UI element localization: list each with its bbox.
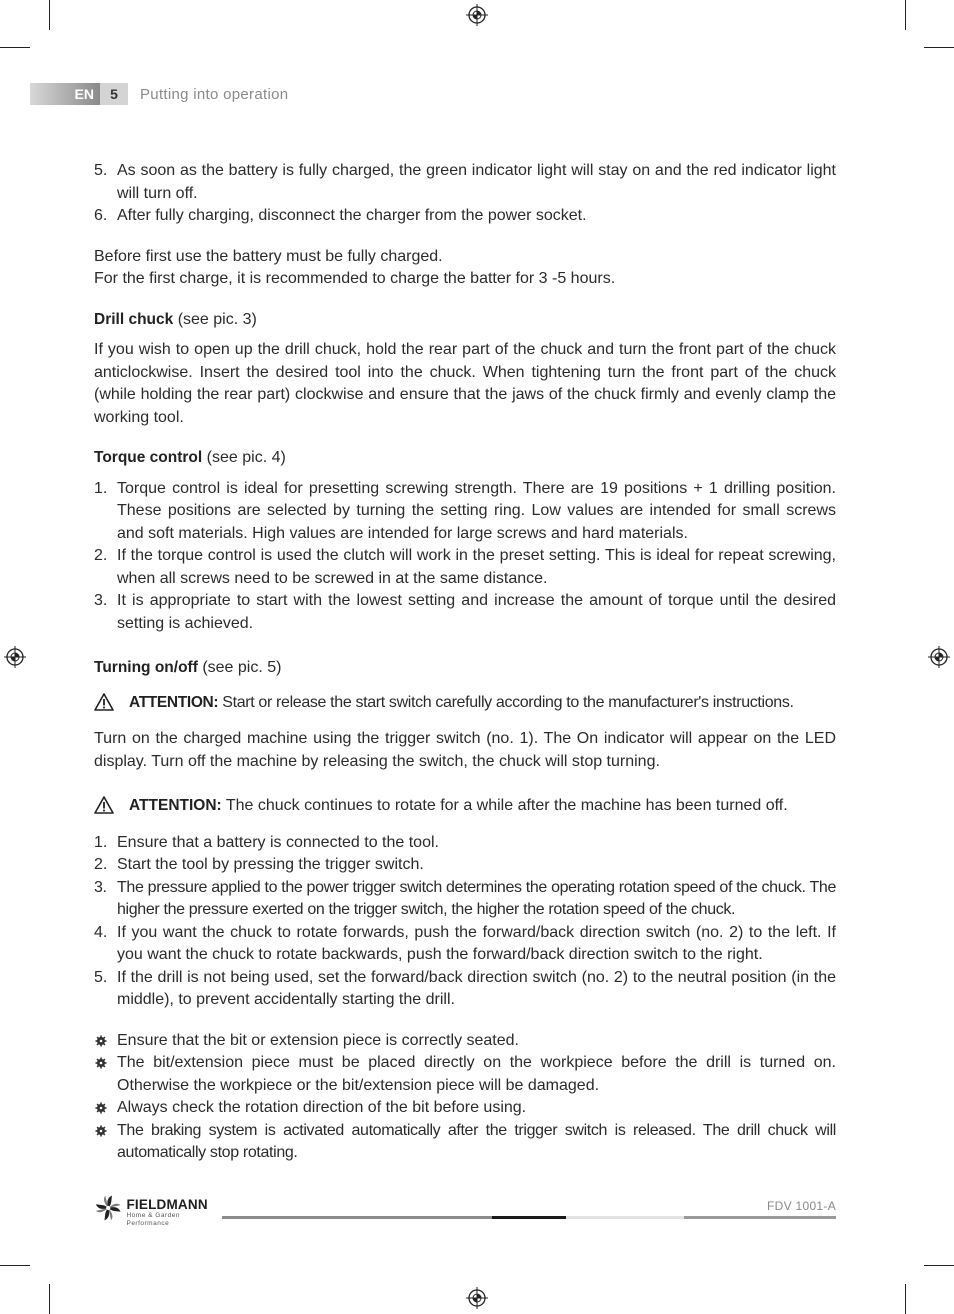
gear-bullet-icon	[95, 1035, 107, 1047]
charge-note-line2: For the first charge, it is recommended to charge the batter for 3 -5 hours.	[94, 270, 616, 287]
torque-control-heading: Torque control (see pic. 4)	[94, 449, 286, 466]
crop-mark	[0, 1265, 30, 1266]
list-item: Always check the rotation direction of the bit before using.	[94, 1097, 836, 1120]
registration-mark-icon	[928, 646, 950, 668]
brand-name: FIELDMANN	[126, 1197, 208, 1212]
list-item: The bit/extension piece must be placed directly on the workpiece before the drill is turned on. Otherwise the workpiece or the bit/extension piece will be damaged.	[94, 1052, 836, 1097]
list-item: 1. Torque control is ideal for presetting screwing strength. There are 19 positions + 1 drilling position. These positions are selected by turning the setting ring. Low values are intended for small screws and soft materials. High values are intended for large screws and hard materials.	[94, 479, 836, 542]
charging-steps-list	[94, 160, 836, 228]
list-item: 5. If the drill is not being used, set the forward/back direction switch (no. 2) to the neutral position (in the middle), to prevent accidentally starting the drill.	[94, 968, 836, 1008]
torque-control-list	[94, 478, 836, 636]
warning-icon	[94, 796, 114, 814]
crop-mark	[49, 0, 50, 30]
drill-chuck-text: If you wish to open up the drill chuck, hold the rear part of the chuck and turn the front part of the chuck anticlockwise. Insert the desired tool into the chuck. When tightening turn the front part of the chuck (while holding the rear part) clockwise and ensure that the jaws of the chuck firmly and evenly clamp the working tool.	[94, 341, 836, 426]
warning-icon	[94, 693, 114, 711]
turning-heading: Turning on/off (see pic. 5)	[94, 659, 282, 676]
footer-bar-segment	[566, 1216, 684, 1219]
list-item: 3. The pressure applied to the power trigger switch determines the operating rotation speed of the chuck. The higher the pressure exerted on the trigger switch, the higher the rotation speed of the chuck.	[94, 878, 836, 918]
crop-mark	[905, 1284, 906, 1314]
crop-mark	[924, 1265, 954, 1266]
section-title: Putting into operation	[140, 85, 289, 103]
list-item: The braking system is activated automatically after the trigger switch is released. The drill chuck will automatically stop rotating.	[94, 1120, 836, 1165]
registration-mark-icon	[466, 1287, 488, 1309]
list-item: Ensure that the bit or extension piece is correctly seated.	[94, 1030, 836, 1053]
crop-mark	[0, 47, 30, 48]
list-item: 6. After fully charging, disconnect the charger from the power socket.	[94, 207, 587, 224]
attention-note: ATTENTION: Start or release the start switch carefully according to the manufacturer's instructions.	[94, 692, 836, 715]
turning-steps-list	[94, 832, 836, 1012]
crop-mark	[924, 47, 954, 48]
list-item: 2. Start the tool by pressing the trigger switch.	[94, 856, 424, 873]
footer-bar-segment	[492, 1216, 566, 1219]
brand-tagline: Home & Garden Performance	[126, 1212, 180, 1227]
gear-bullet-icon	[95, 1102, 107, 1114]
gear-bullet-icon	[95, 1125, 107, 1137]
fan-logo-icon	[94, 1193, 122, 1223]
crop-mark	[49, 1284, 50, 1314]
turning-paragraph: Turn on the charged machine using the trigger switch (no. 1). The On indicator will appear on the LED display. Turn off the machine by releasing the switch, the chuck will stop turning.	[94, 730, 836, 770]
language-tab: EN	[30, 83, 100, 105]
list-item: 5. As soon as the battery is fully charged, the green indicator light will stay on and the red indicator light will turn off.	[94, 162, 836, 202]
fieldmann-logo	[94, 1193, 220, 1227]
registration-mark-icon	[4, 646, 26, 668]
drill-chuck-heading: Drill chuck (see pic. 3)	[94, 310, 257, 328]
footer-bar-segment	[222, 1216, 492, 1219]
list-item: 4. If you want the chuck to rotate forwards, push the forward/back direction switch (no. 2) to the left. If you want the chuck to rotate backwards, push the forward/back direction switch to the right.	[94, 923, 836, 963]
charge-note-line1: Before first use the battery must be fully charged.	[94, 247, 443, 265]
footer-bar-segment	[684, 1216, 836, 1219]
attention-note: ATTENTION: The chuck continues to rotate for a while after the machine has been turned off.	[94, 795, 836, 818]
list-item: 2. If the torque control is used the clutch will work in the preset setting. This is ideal for repeat screwing, when all screws need to be screwed in at the same distance.	[94, 547, 836, 587]
gear-bullet-icon	[95, 1057, 107, 1069]
main-content	[94, 160, 836, 1165]
tips-bullet-list	[94, 1030, 836, 1165]
page-number: 5	[100, 83, 128, 105]
list-item: 3. It is appropriate to start with the lowest setting and increase the amount of torque until the desired setting is achieved.	[94, 592, 836, 632]
crop-mark	[905, 0, 906, 30]
page-header	[30, 83, 288, 105]
model-number: FDV 1001-A	[766, 1199, 836, 1213]
registration-mark-icon	[466, 4, 488, 26]
list-item: 1. Ensure that a battery is connected to the tool.	[94, 833, 439, 851]
